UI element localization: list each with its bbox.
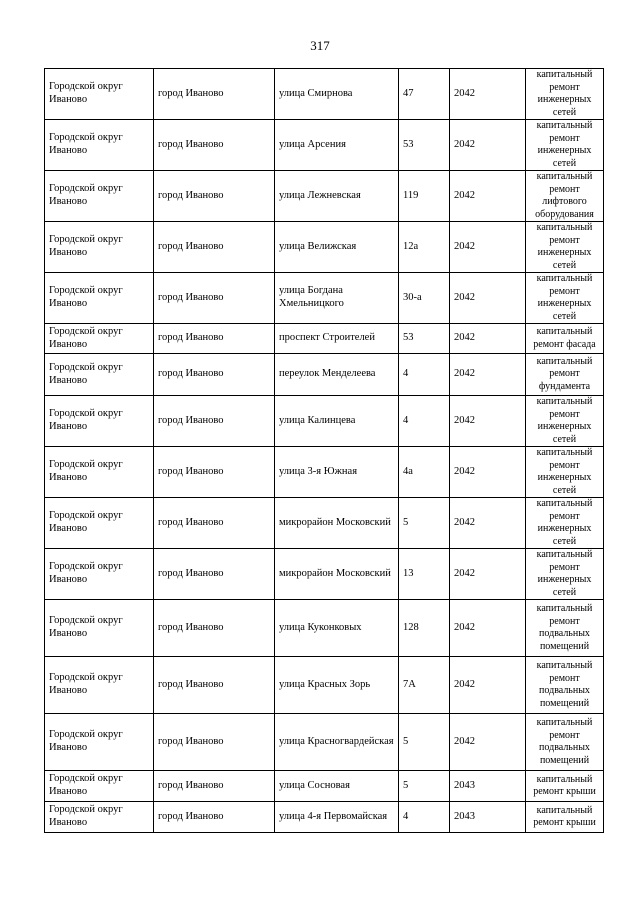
table-row: [45, 354, 604, 396]
year-cell: 2042: [450, 354, 526, 396]
house-cell: 5: [399, 714, 450, 771]
house-cell: 128: [399, 600, 450, 657]
year-cell: 2042: [450, 657, 526, 714]
city-cell: город Иваново: [154, 549, 275, 600]
year-cell: 2043: [450, 771, 526, 802]
house-cell: 4: [399, 396, 450, 447]
table-row: [45, 657, 604, 714]
city-cell: город Иваново: [154, 657, 275, 714]
work-type-cell: капитальный ремонт инженерных сетей: [526, 69, 604, 120]
page-number: 317: [310, 38, 330, 53]
city-cell: город Иваново: [154, 324, 275, 354]
repair-schedule-table: [44, 68, 604, 833]
table-row: [45, 498, 604, 549]
work-type-cell: капитальный ремонт крыши: [526, 771, 604, 802]
street-cell: улица Лежневская: [275, 171, 399, 222]
city-cell: город Иваново: [154, 802, 275, 833]
district-cell: Городской округ Иваново: [45, 657, 154, 714]
city-cell: город Иваново: [154, 771, 275, 802]
city-cell: город Иваново: [154, 273, 275, 324]
house-cell: 12а: [399, 222, 450, 273]
house-cell: 13: [399, 549, 450, 600]
street-cell: улица 3-я Южная: [275, 447, 399, 498]
year-cell: 2042: [450, 447, 526, 498]
city-cell: город Иваново: [154, 498, 275, 549]
table-row: [45, 714, 604, 771]
work-type-cell: капитальный ремонт подвальных помещений: [526, 714, 604, 771]
table-row: [45, 600, 604, 657]
house-cell: 4: [399, 802, 450, 833]
work-type-cell: капитальный ремонт инженерных сетей: [526, 120, 604, 171]
house-cell: 5: [399, 498, 450, 549]
district-cell: Городской округ Иваново: [45, 273, 154, 324]
house-cell: 53: [399, 324, 450, 354]
city-cell: город Иваново: [154, 69, 275, 120]
year-cell: 2042: [450, 222, 526, 273]
district-cell: Городской округ Иваново: [45, 324, 154, 354]
street-cell: проспект Строителей: [275, 324, 399, 354]
street-cell: улица Красногвардейская: [275, 714, 399, 771]
work-type-cell: капитальный ремонт лифтового оборудования: [526, 171, 604, 222]
work-type-cell: капитальный ремонт крыши: [526, 802, 604, 833]
street-cell: улица Сосновая: [275, 771, 399, 802]
year-cell: 2043: [450, 802, 526, 833]
table-row: [45, 120, 604, 171]
table-row: [45, 69, 604, 120]
city-cell: город Иваново: [154, 171, 275, 222]
house-cell: 53: [399, 120, 450, 171]
work-type-cell: капитальный ремонт инженерных сетей: [526, 447, 604, 498]
city-cell: город Иваново: [154, 396, 275, 447]
work-type-cell: капитальный ремонт инженерных сетей: [526, 498, 604, 549]
year-cell: 2042: [450, 600, 526, 657]
district-cell: Городской округ Иваново: [45, 171, 154, 222]
table-row: [45, 549, 604, 600]
work-type-cell: капитальный ремонт инженерных сетей: [526, 273, 604, 324]
district-cell: Городской округ Иваново: [45, 802, 154, 833]
year-cell: 2042: [450, 549, 526, 600]
street-cell: улица Куконковых: [275, 600, 399, 657]
work-type-cell: капитальный ремонт фундамента: [526, 354, 604, 396]
street-cell: улица Калинцева: [275, 396, 399, 447]
table-row: [45, 324, 604, 354]
district-cell: Городской округ Иваново: [45, 222, 154, 273]
year-cell: 2042: [450, 714, 526, 771]
street-cell: микрорайон Московский: [275, 549, 399, 600]
table-row: [45, 771, 604, 802]
year-cell: 2042: [450, 273, 526, 324]
work-type-cell: капитальный ремонт подвальных помещений: [526, 657, 604, 714]
table-row: [45, 273, 604, 324]
house-cell: 119: [399, 171, 450, 222]
house-cell: 4: [399, 354, 450, 396]
street-cell: улица Арсения: [275, 120, 399, 171]
district-cell: Городской округ Иваново: [45, 771, 154, 802]
year-cell: 2042: [450, 396, 526, 447]
city-cell: город Иваново: [154, 222, 275, 273]
table-row: [45, 222, 604, 273]
city-cell: город Иваново: [154, 714, 275, 771]
table-row: [45, 171, 604, 222]
district-cell: Городской округ Иваново: [45, 714, 154, 771]
street-cell: улица Велижская: [275, 222, 399, 273]
work-type-cell: капитальный ремонт инженерных сетей: [526, 549, 604, 600]
house-cell: 4а: [399, 447, 450, 498]
street-cell: улица Богдана Хмельницкого: [275, 273, 399, 324]
house-cell: 30-а: [399, 273, 450, 324]
city-cell: город Иваново: [154, 354, 275, 396]
district-cell: Городской округ Иваново: [45, 498, 154, 549]
year-cell: 2042: [450, 324, 526, 354]
year-cell: 2042: [450, 171, 526, 222]
street-cell: микрорайон Московский: [275, 498, 399, 549]
house-cell: 47: [399, 69, 450, 120]
city-cell: город Иваново: [154, 600, 275, 657]
table-row: [45, 802, 604, 833]
work-type-cell: капитальный ремонт инженерных сетей: [526, 396, 604, 447]
street-cell: улица Смирнова: [275, 69, 399, 120]
street-cell: улица 4-я Первомайская: [275, 802, 399, 833]
year-cell: 2042: [450, 120, 526, 171]
work-type-cell: капитальный ремонт фасада: [526, 324, 604, 354]
district-cell: Городской округ Иваново: [45, 396, 154, 447]
city-cell: город Иваново: [154, 447, 275, 498]
work-type-cell: капитальный ремонт инженерных сетей: [526, 222, 604, 273]
house-cell: 5: [399, 771, 450, 802]
city-cell: город Иваново: [154, 120, 275, 171]
year-cell: 2042: [450, 69, 526, 120]
district-cell: Городской округ Иваново: [45, 549, 154, 600]
district-cell: Городской округ Иваново: [45, 354, 154, 396]
district-cell: Городской округ Иваново: [45, 600, 154, 657]
year-cell: 2042: [450, 498, 526, 549]
street-cell: переулок Менделеева: [275, 354, 399, 396]
district-cell: Городской округ Иваново: [45, 120, 154, 171]
table-row: [45, 396, 604, 447]
house-cell: 7А: [399, 657, 450, 714]
district-cell: Городской округ Иваново: [45, 69, 154, 120]
table-row: [45, 447, 604, 498]
district-cell: Городской округ Иваново: [45, 447, 154, 498]
street-cell: улица Красных Зорь: [275, 657, 399, 714]
work-type-cell: капитальный ремонт подвальных помещений: [526, 600, 604, 657]
